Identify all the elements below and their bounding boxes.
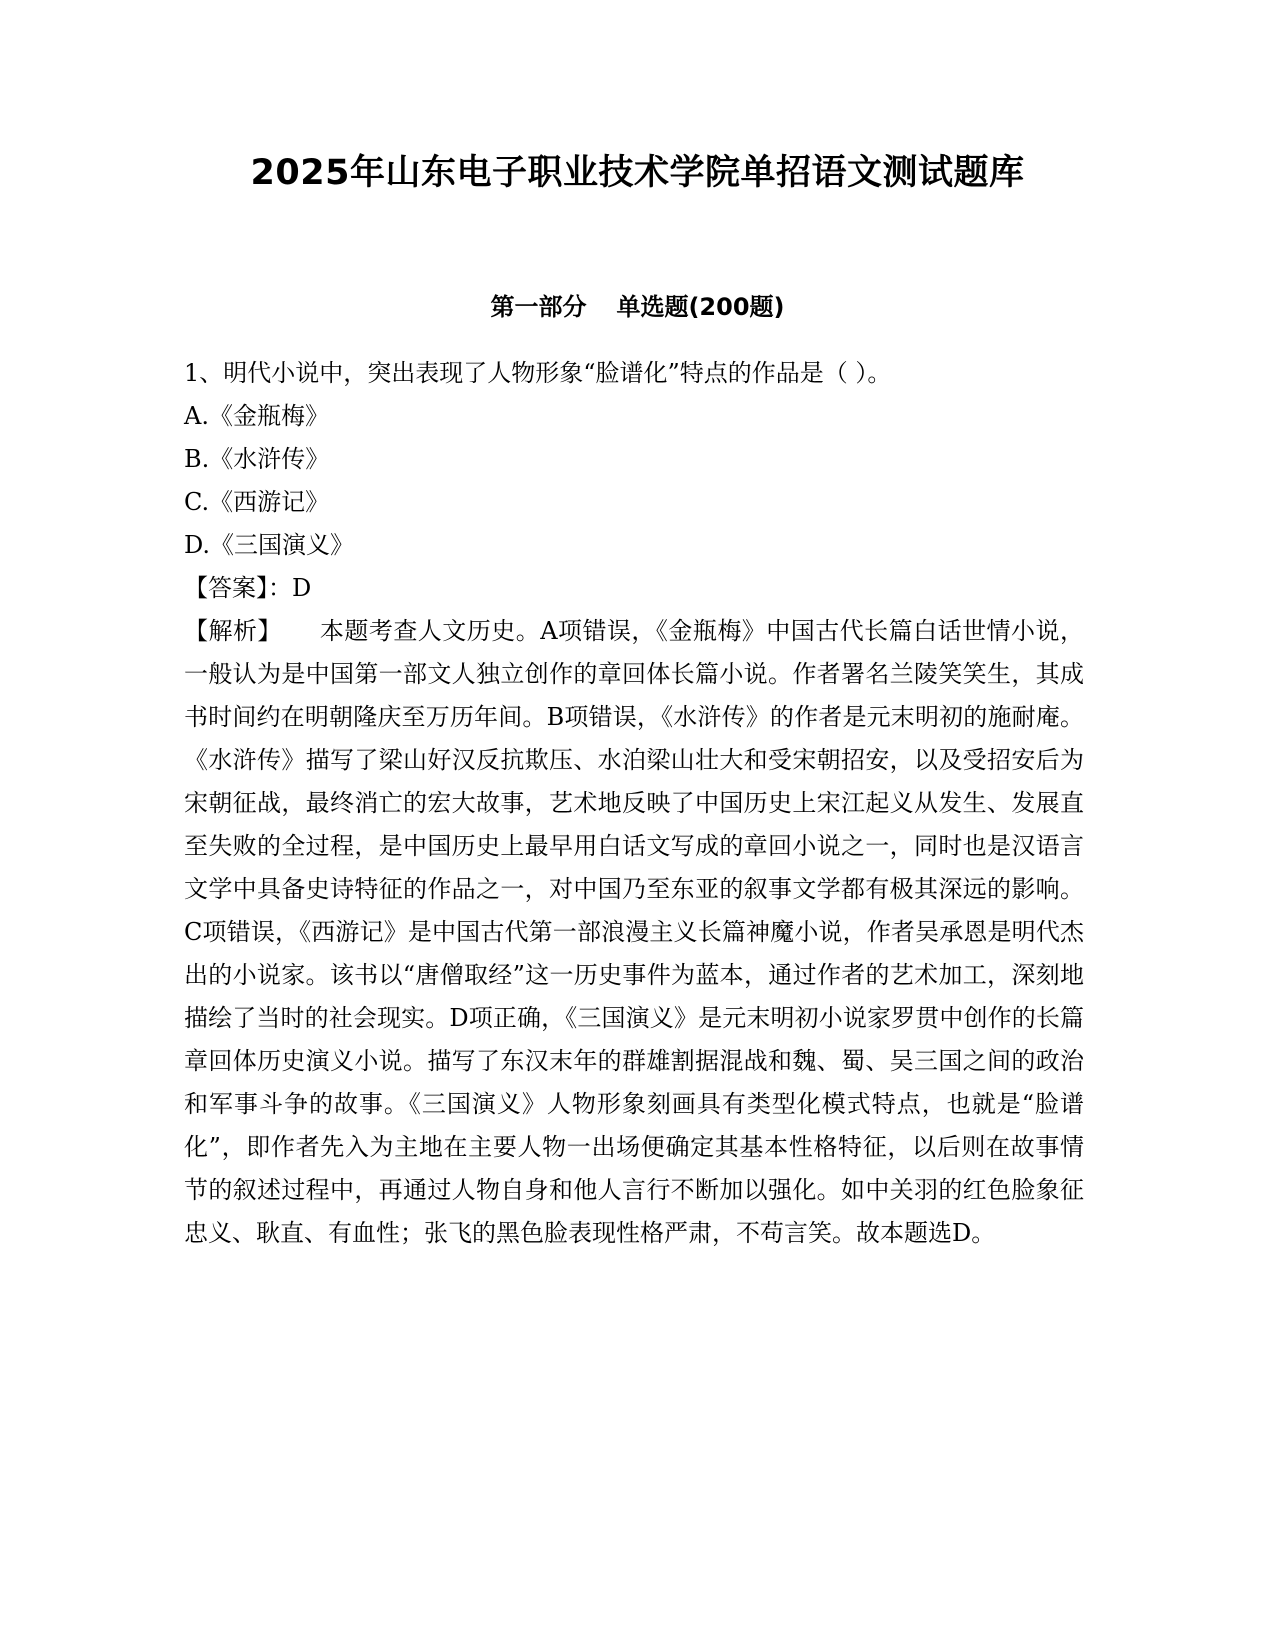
question-block xyxy=(184,352,1084,1255)
option-c: C.《西游记》 xyxy=(184,488,330,516)
section-name: 单选题(200题) xyxy=(616,293,785,321)
option-d: D.《三国演义》 xyxy=(184,531,355,559)
explanation-label: 【解析】 xyxy=(184,617,282,645)
section-part: 第一部分 xyxy=(490,293,587,321)
answer-line: 【答案】：D xyxy=(184,574,312,602)
section-heading xyxy=(0,290,1275,324)
option-b: B.《水浒传》 xyxy=(184,445,330,473)
explanation-paragraph xyxy=(184,610,1084,1255)
option-a: A.《金瓶梅》 xyxy=(184,402,329,430)
question-stem: 1、明代小说中，突出表现了人物形象“脸谱化”特点的作品是（ ）。 xyxy=(184,359,892,387)
document-title: 2025年山东电子职业技术学院单招语文测试题库 xyxy=(250,153,1025,193)
explanation-text: 本题考查人文历史。A项错误，《金瓶梅》中国古代长篇白话世情小说，一般认为是中国第一部文人独立创作的章回体长篇小说。作者署名兰陵笑笑生，其成书时间约在明朝隆庆至万历年间。B项错误，《水浒传》的作者是元末明初的施耐庵。《水浒传》描写了梁山好汉反抗欺压、水泊梁山壮大和受宋朝招安，以及受招安后为宋朝征战，最终消亡的宏大故事，艺术地反映了中国历史上宋江起义从发生、发展直至失败的全过程，是中国历史上最早用白话文写成的章回小说之一，同时也是汉语言文学中具备史诗特征的作品之一，对中国乃至东亚的叙事文学都有极其深远的影响。C项错误，《西游记》是中国古代第一部浪漫主义长篇神魔小说，作者吴承恩是明代杰出的小说家。该书以“唐僧取经”这一历史事件为蓝本，通过作者的艺术加工，深刻地描绘了当时的社会现实。D项正确，《三国演义》是元末明初小说家罗贯中创作的长篇章回体历史演义小说。描写了东汉末年的群雄割据混战和魏、蜀、吴三国之间的政治和军事斗争的故事。《三国演义》人物形象刻画具有类型化模式特点，也就是“脸谱化”，即作者先入为主地在主要人物一出场便确定其基本性格特征，以后则在故事情节的叙述过程中，再通过人物自身和他人言行不断加以强化。如中关羽的红色脸象征忠义、耿直、有血性；张飞的黑色脸表现性格严肃，不苟言笑。故本题选D。 xyxy=(184,617,1084,1247)
